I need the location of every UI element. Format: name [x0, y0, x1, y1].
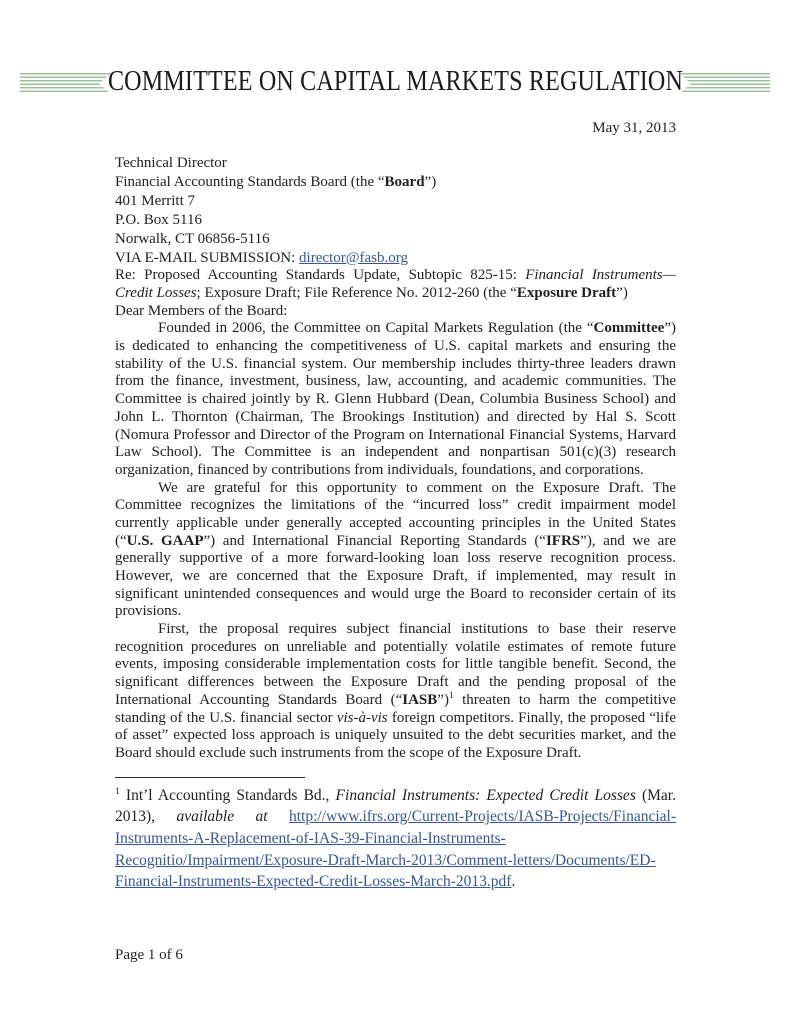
re-subject-line: Re: Proposed Accounting Standards Update, Subtopic 825-15: Financial Instruments—Credit Losses; Exposure Draft; File Reference No. 2012-260 (the “Exposure Draft”)	[115, 267, 676, 301]
paragraph-committee-background: Founded in 2006, the Committee on Capital Markets Regulation (the “Committee”) is dedicated to enhancing the competitiveness of U.S. capital markets and ensuring the stability of the U.S. financial system. Our membership includes thirty-three leaders drawn from the finance, investment, business, law, accounting, and academic communities. The Committee is chaired jointly by R. Glenn Hubbard (Dean, Columbia Business School) and John L. Thornton (Chairman, The Brookings Institution) and directed by Hal S. Scott (Nomura Professor and Director of the Program on International Financial Systems, Harvard Law School). The Committee is an independent and nonpartisan 501(c)(3) research organization, financed by contributions from individuals, foundations, and corporations.	[115, 320, 676, 478]
recipient-line: Financial Accounting Standards Board (the “Board”)	[115, 173, 437, 190]
letterhead-stripes-right-decoration	[679, 73, 770, 94]
letterhead	[0, 64, 791, 102]
email-link[interactable]: director@fasb.org	[299, 249, 408, 266]
recipient-address	[115, 154, 676, 250]
recipient-line: P.O. Box 5116	[115, 212, 202, 229]
letter-date: May 31, 2013	[592, 120, 676, 136]
footnote-url-link[interactable]: http://www.ifrs.org/Current-Projects/IASB-Projects/Financial-Instruments-A-Replacement-of-IAS-39-Financial-Instruments-Recognitio/Impairment/Exposure-Draft-March-2013/Comment-letters/Documents/ED-Financial-Instruments-Expected-Credit-Losses-March-2013.pdf	[115, 808, 676, 891]
via-email-line: VIA E-MAIL SUBMISSION: director@fasb.org	[115, 249, 408, 266]
recipient-line: 401 Merritt 7	[115, 193, 195, 210]
recipient-line: Technical Director	[115, 154, 227, 171]
paragraph-concerns-summary: First, the proposal requires subject financial institutions to base their reserve recognition procedures on unreliable and potentially volatile estimates of remote future events, imposing considerable implementation costs for little tangible benefit. Second, the significant differences between the Exposure Draft and the pending proposal of the International Accounting Standards Board (“IASB”)$^1$ threaten to harm the competitive standing of the U.S. financial sector vis-à-vis foreign competitors. Finally, the proposed “life of asset” expected loss approach is uniquely unsuited to the debt securities market, and the Board should exclude such instruments from the scope of the Exposure Draft.	[115, 621, 676, 761]
recipient-line: Norwalk, CT 06856-5116	[115, 231, 270, 248]
page-number: Page 1 of 6	[115, 947, 183, 963]
letterhead-title: COMMITTEE ON CAPITAL MARKETS REGULATION	[107, 66, 684, 97]
letter-body	[115, 120, 676, 893]
footnote-1: $^1$ Int’l Accounting Standards Bd., Financial Instruments: Expected Credit Losses (Mar. 2013), available at http://www.ifrs.org/Current-Projects/IASB-Projects/Financial-Instruments-A-Replacement-of-IAS-39-Financial-Instruments-Recognitio/Impairment/Exposure-Draft-March-2013/Comment-letters/Documents/ED-Financial-Instruments-Expected-Credit-Losses-March-2013.pdf.	[115, 785, 676, 891]
footnote-separator	[115, 777, 305, 778]
paragraph-general-position: We are grateful for this opportunity to comment on the Exposure Draft. The Committee recognizes the limitations of the “incurred loss” credit impairment model currently applicable under generally accepted accounting principles in the United States (“U.S. GAAP”) and International Financial Reporting Standards (“IFRS”), and we are generally supportive of a more forward-looking loan loss reserve recognition process. However, we are concerned that the Exposure Draft, if implemented, may result in significant unintended consequences and would urge the Board to reconsider certain of its provisions.	[115, 479, 676, 620]
salutation: Dear Members of the Board:	[115, 302, 288, 319]
